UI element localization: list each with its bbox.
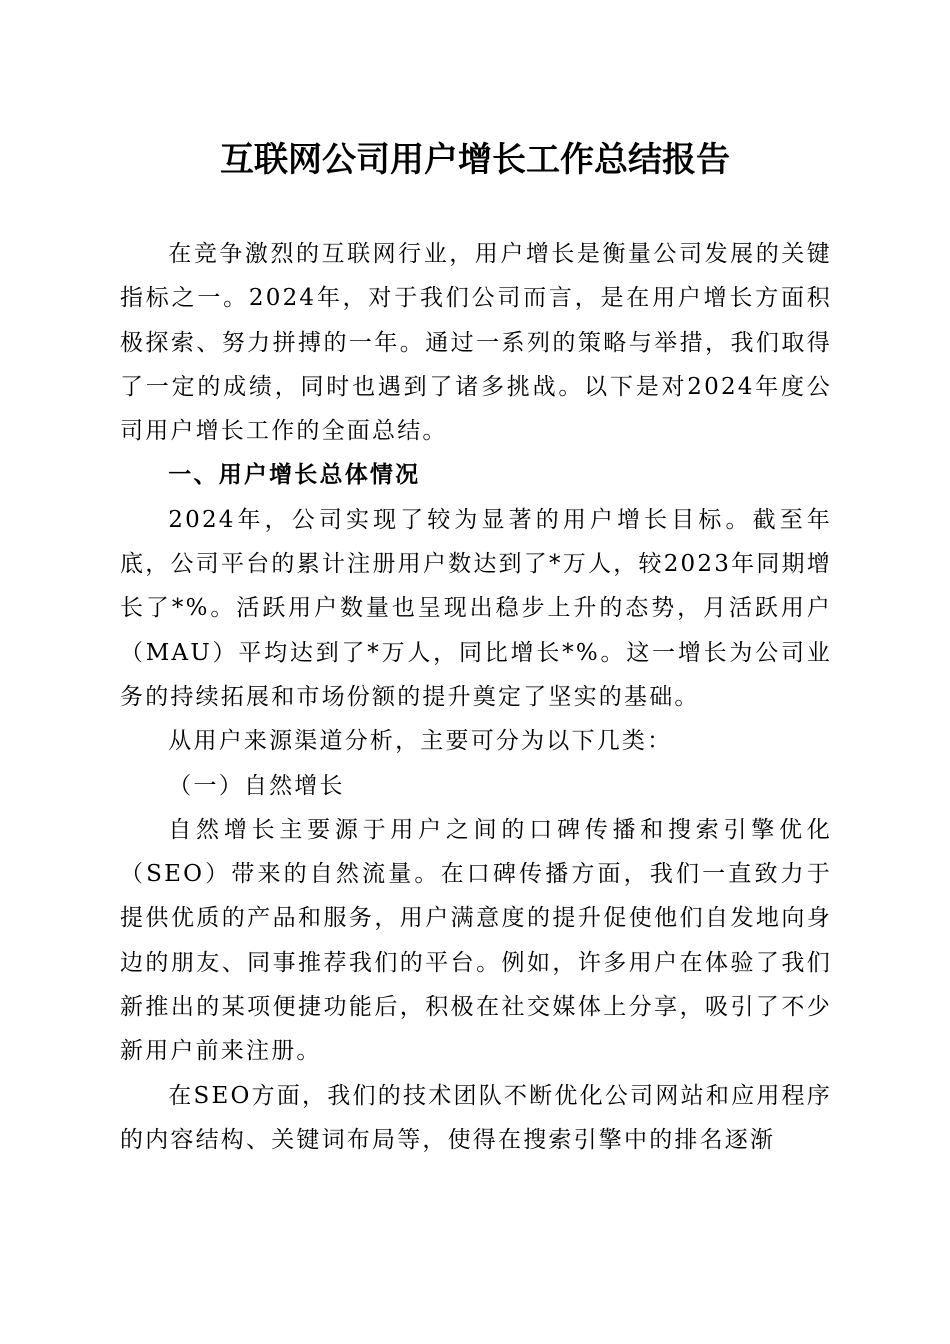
document-title: 互联网公司用户增长工作总结报告	[220, 140, 730, 180]
document-body	[120, 232, 832, 1162]
section-heading-overview: 一、用户增长总体情况	[168, 462, 421, 489]
natural-growth-paragraph: 自然增长主要源于用户之间的口碑传播和搜索引擎优化（SEO）带来的自然流量。在口碑传播方面，我们一直致力于提供优质的产品和服务，用户满意度的提升促使他们自发地向身边的朋友、同事推荐我们的平台。例如，许多用户在体验了我们新推出的某项便捷功能后，积极在社交媒体上分享，吸引了不少新用户前来注册。	[120, 816, 832, 1065]
subsection-heading-natural-growth: （一）自然增长	[168, 772, 345, 799]
seo-paragraph: 在SEO方面，我们的技术团队不断优化公司网站和应用程序的内容结构、关键词布局等，使得在搜索引擎中的排名逐渐	[120, 1082, 832, 1153]
channel-intro-paragraph: 从用户来源渠道分析，主要可分为以下几类：	[168, 728, 673, 755]
overview-paragraph: 2024年，公司实现了较为显著的用户增长目标。截至年底，公司平台的累计注册用户数达到了*万人，较2023年同期增长了*%。活跃用户数量也呈现出稳步上升的态势，月活跃用户（MAU）平均达到了*万人，同比增长*%。这一增长为公司业务的持续拓展和市场份额的提升奠定了坚实的基础。	[120, 506, 832, 710]
intro-paragraph: 在竞争激烈的互联网行业，用户增长是衡量公司发展的关键指标之一。2024年，对于我们公司而言，是在用户增长方面积极探索、努力拼搏的一年。通过一系列的策略与举措，我们取得了一定的成绩，同时也遇到了诸多挑战。以下是对2024年度公司用户增长工作的全面总结。	[120, 241, 832, 445]
